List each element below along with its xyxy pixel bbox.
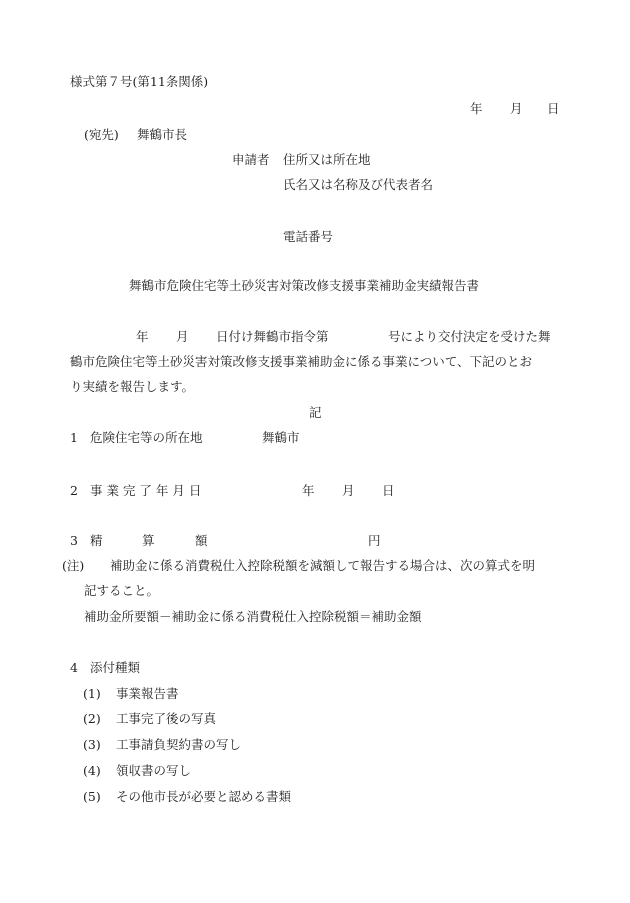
body-line2: 鶴市危険住宅等土砂災害対策改修支援事業補助金に係る事業について、下記のとお <box>70 354 533 369</box>
body-directive-ref: 日付け舞鶴市指令第 <box>216 329 329 344</box>
item2-label: 事 業 完 了 年 月 日 <box>90 483 202 498</box>
attachment-number: (3) <box>83 737 101 752</box>
item1-label: 危険住宅等の所在地 <box>90 430 203 445</box>
attachment-text: 工事完了後の写真 <box>116 711 217 726</box>
item3-unit: 円 <box>368 533 381 548</box>
body-line3: り実績を報告します。 <box>70 379 195 394</box>
item3-char-3: 額 <box>195 533 208 548</box>
item2-day: 日 <box>382 483 395 498</box>
body-line1-tail: 号により交付決定を受けた舞 <box>388 329 551 344</box>
applicant-address-label: 住所又は所在地 <box>283 152 371 167</box>
form-number: 様式第７号(第11条関係) <box>70 74 209 89</box>
body-year: 年 <box>136 329 149 344</box>
item2-month: 月 <box>342 483 355 498</box>
item2-number: 2 <box>70 483 78 498</box>
item1-number: 1 <box>70 430 78 445</box>
applicant-label: 申請者 <box>232 152 270 167</box>
attachment-number: (5) <box>83 789 101 804</box>
item3-char-1: 精 <box>90 533 103 548</box>
addressee-label: (宛先) <box>84 127 119 142</box>
item1-value: 舞鶴市 <box>262 430 300 445</box>
attachment-text: 工事請負契約書の写し <box>116 737 242 752</box>
applicant-phone-label: 電話番号 <box>283 229 334 244</box>
item3-number: 3 <box>70 533 78 548</box>
note-label: (注) <box>62 558 85 573</box>
note-line2: 記すること。 <box>84 583 160 598</box>
date-day-label: 日 <box>547 101 560 116</box>
body-month: 月 <box>176 329 189 344</box>
note-formula: 補助金所要額－補助金に係る消費税仕入控除税額＝補助金額 <box>84 609 422 624</box>
attachment-text: その他市長が必要と認める書類 <box>116 789 292 804</box>
attachment-text: 事業報告書 <box>116 686 179 701</box>
attachment-number: (1) <box>83 686 101 701</box>
attachment-number: (4) <box>83 763 101 778</box>
attachment-text: 領収書の写し <box>116 763 192 778</box>
attachment-number: (2) <box>83 711 101 726</box>
item4-number: 4 <box>70 660 78 675</box>
item4-label: 添付種類 <box>90 660 141 675</box>
document-title: 舞鶴市危険住宅等土砂災害対策改修支援事業補助金実績報告書 <box>129 278 480 293</box>
date-month-label: 月 <box>510 101 523 116</box>
addressee-name: 舞鶴市長 <box>137 127 188 142</box>
note-line1: 補助金に係る消費税仕入控除税額を減額して報告する場合は、次の算式を明 <box>110 558 536 573</box>
applicant-name-label: 氏名又は名称及び代表者名 <box>283 177 434 192</box>
item2-year: 年 <box>302 483 315 498</box>
ki-heading: 記 <box>309 405 322 420</box>
item3-char-2: 算 <box>142 533 155 548</box>
date-year-label: 年 <box>470 101 483 116</box>
